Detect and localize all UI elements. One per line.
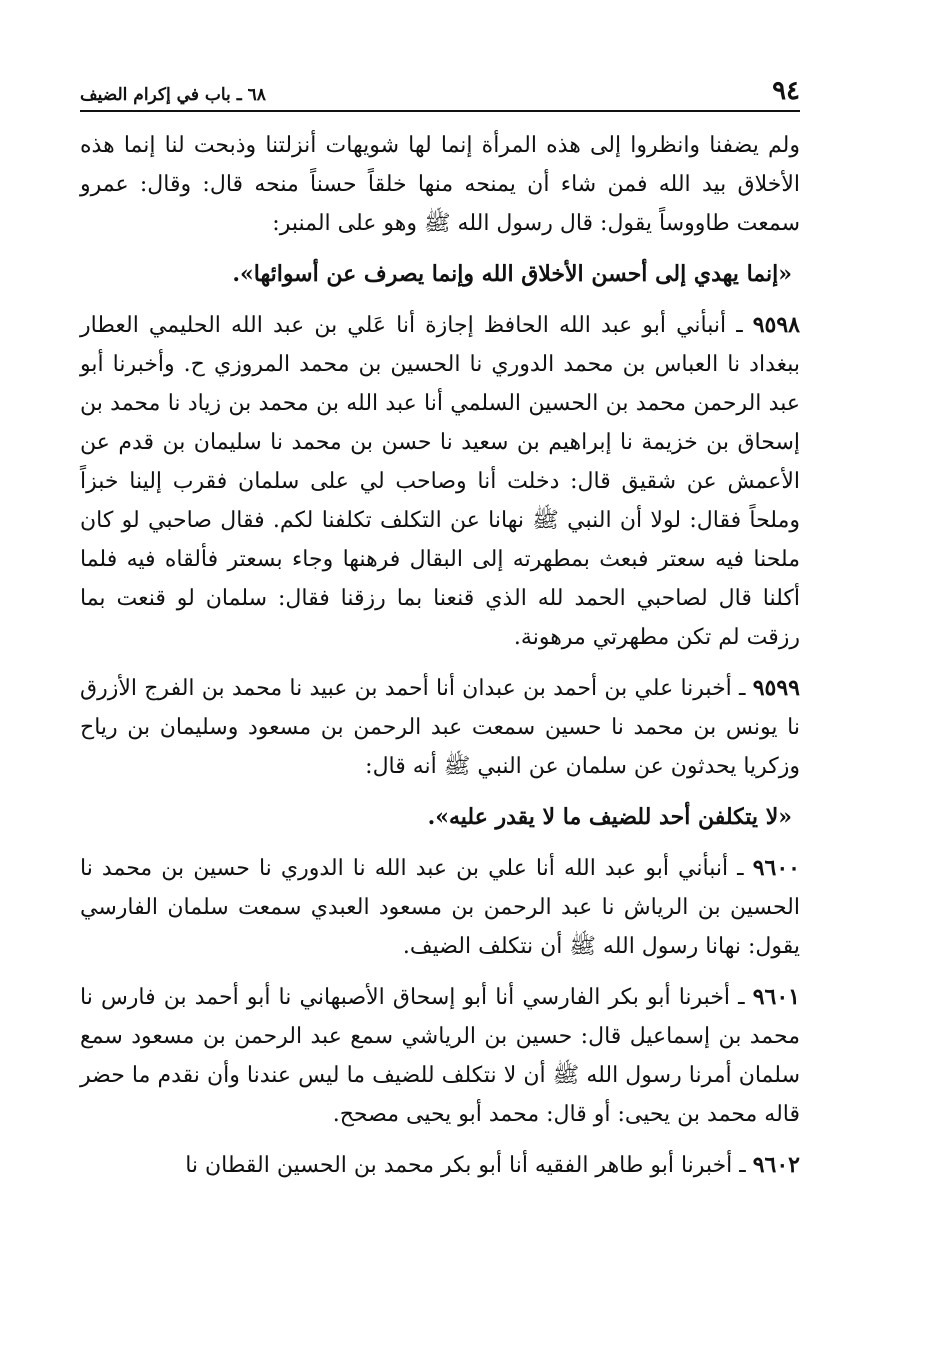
- page-content: [80, 126, 800, 1185]
- quote-text: «لا يتكلفن أحد للضيف ما لا يقدر عليه».: [427, 804, 792, 830]
- hadith-entry-9600: [80, 849, 800, 966]
- hadith-entry-9602: [80, 1146, 800, 1185]
- paragraph-text: ولم يضفنا وانظروا إلى هذه المرأة إنما لها شويهات أنزلتنا وذبحت لنا إنما هذه الأخلاق بيد الله فمن شاء أن يمنحه منها خلقاً حسناً منحه قال: وقال: عمرو سمعت طاووساً يقول: قال رسول الله ﷺ وهو على المنبر:: [80, 133, 800, 236]
- hadith-quote: [80, 255, 800, 294]
- hadith-number: ٩٥٩٩: [752, 675, 800, 701]
- hadith-entry-9598: [80, 306, 800, 657]
- hadith-text: ـ أنبأني أبو عبد الله الحافظ إجازة أنا عَلي بن عبد الله الحليمي العطار ببغداد نا العباس بن محمد الدوري نا الحسين بن محمد المروزي ح. وأخبرنا أبو عبد الرحمن محمد بن الحسين السلمي أنا عبد الله بن محمد بن زياد نا محمد بن إسحاق بن خزيمة نا إبراهيم بن سعيد نا حسن بن محمد نا سليمان بن قدم عن الأعمش عن شقيق قال: دخلت أنا وصاحب لي على سلمان فقرب إلينا خبزاً وملحاً فقال: لولا أن النبي ﷺ نهانا عن التكلف تكلفنا لكم. فقال صاحبي لو كان ملحنا فيه سعتر فبعث بمطهرته إلى البقال فرهنها وجاء بسعتر فألقاه فيه فلما أكلنا قال لصاحبي الحمد لله الذي قنعنا بما رزقنا فقال: سلمان لو قنعت بما رزقت لم تكن مطهرتي مرهونة.: [80, 313, 800, 650]
- hadith-text: ـ أنبأني أبو عبد الله أنا علي بن عبد الله نا الدوري نا حسين بن محمد نا الحسين بن الرياش نا عبد الرحمن بن مسعود العبدي سمعت سلمان الفارسي يقول: نهانا رسول الله ﷺ أن نتكلف الضيف.: [80, 856, 800, 959]
- hadith-number: ٩٥٩٨: [752, 312, 800, 338]
- hadith-entry-9599: [80, 669, 800, 786]
- hadith-number: ٩٦٠٢: [752, 1152, 800, 1178]
- running-title: ٦٨ ـ باب في إكرام الضيف: [80, 85, 266, 105]
- hadith-quote: [80, 798, 800, 837]
- hadith-text: ـ أخبرنا أبو طاهر الفقيه أنا أبو بكر محمد بن الحسين القطان نا: [185, 1153, 746, 1178]
- paragraph-continuation: [80, 126, 800, 243]
- page-header: [80, 72, 800, 112]
- hadith-text: ـ أخبرنا أبو بكر الفارسي أنا أبو إسحاق الأصبهاني نا أبو أحمد بن فارس نا محمد بن إسماعيل قال: حسين بن الرياشي سمع عبد الرحمن بن مسعود سمع سلمان أمرنا رسول الله ﷺ أن لا نتكلف للضيف ما ليس عندنا وأن نقدم ما حضر قاله محمد بن يحيى: أو قال: محمد أبو يحيى مصحح.: [80, 985, 800, 1127]
- hadith-number: ٩٦٠٠: [752, 855, 800, 881]
- book-page: [80, 72, 800, 1197]
- hadith-entry-9601: [80, 978, 800, 1134]
- page-number: ٩٤: [772, 76, 800, 106]
- hadith-number: ٩٦٠١: [752, 984, 800, 1010]
- hadith-text: ـ أخبرنا علي بن أحمد بن عبدان أنا أحمد بن عبيد نا محمد بن الفرج الأزرق نا يونس بن محمد نا حسين سمعت عبد الرحمن بن مسعود وسليمان بن رياح وزكريا يحدثون عن سلمان عن النبي ﷺ أنه قال:: [80, 676, 800, 779]
- quote-text: «إنما يهدي إلى أحسن الأخلاق الله وإنما يصرف عن أسوائها».: [232, 261, 792, 287]
